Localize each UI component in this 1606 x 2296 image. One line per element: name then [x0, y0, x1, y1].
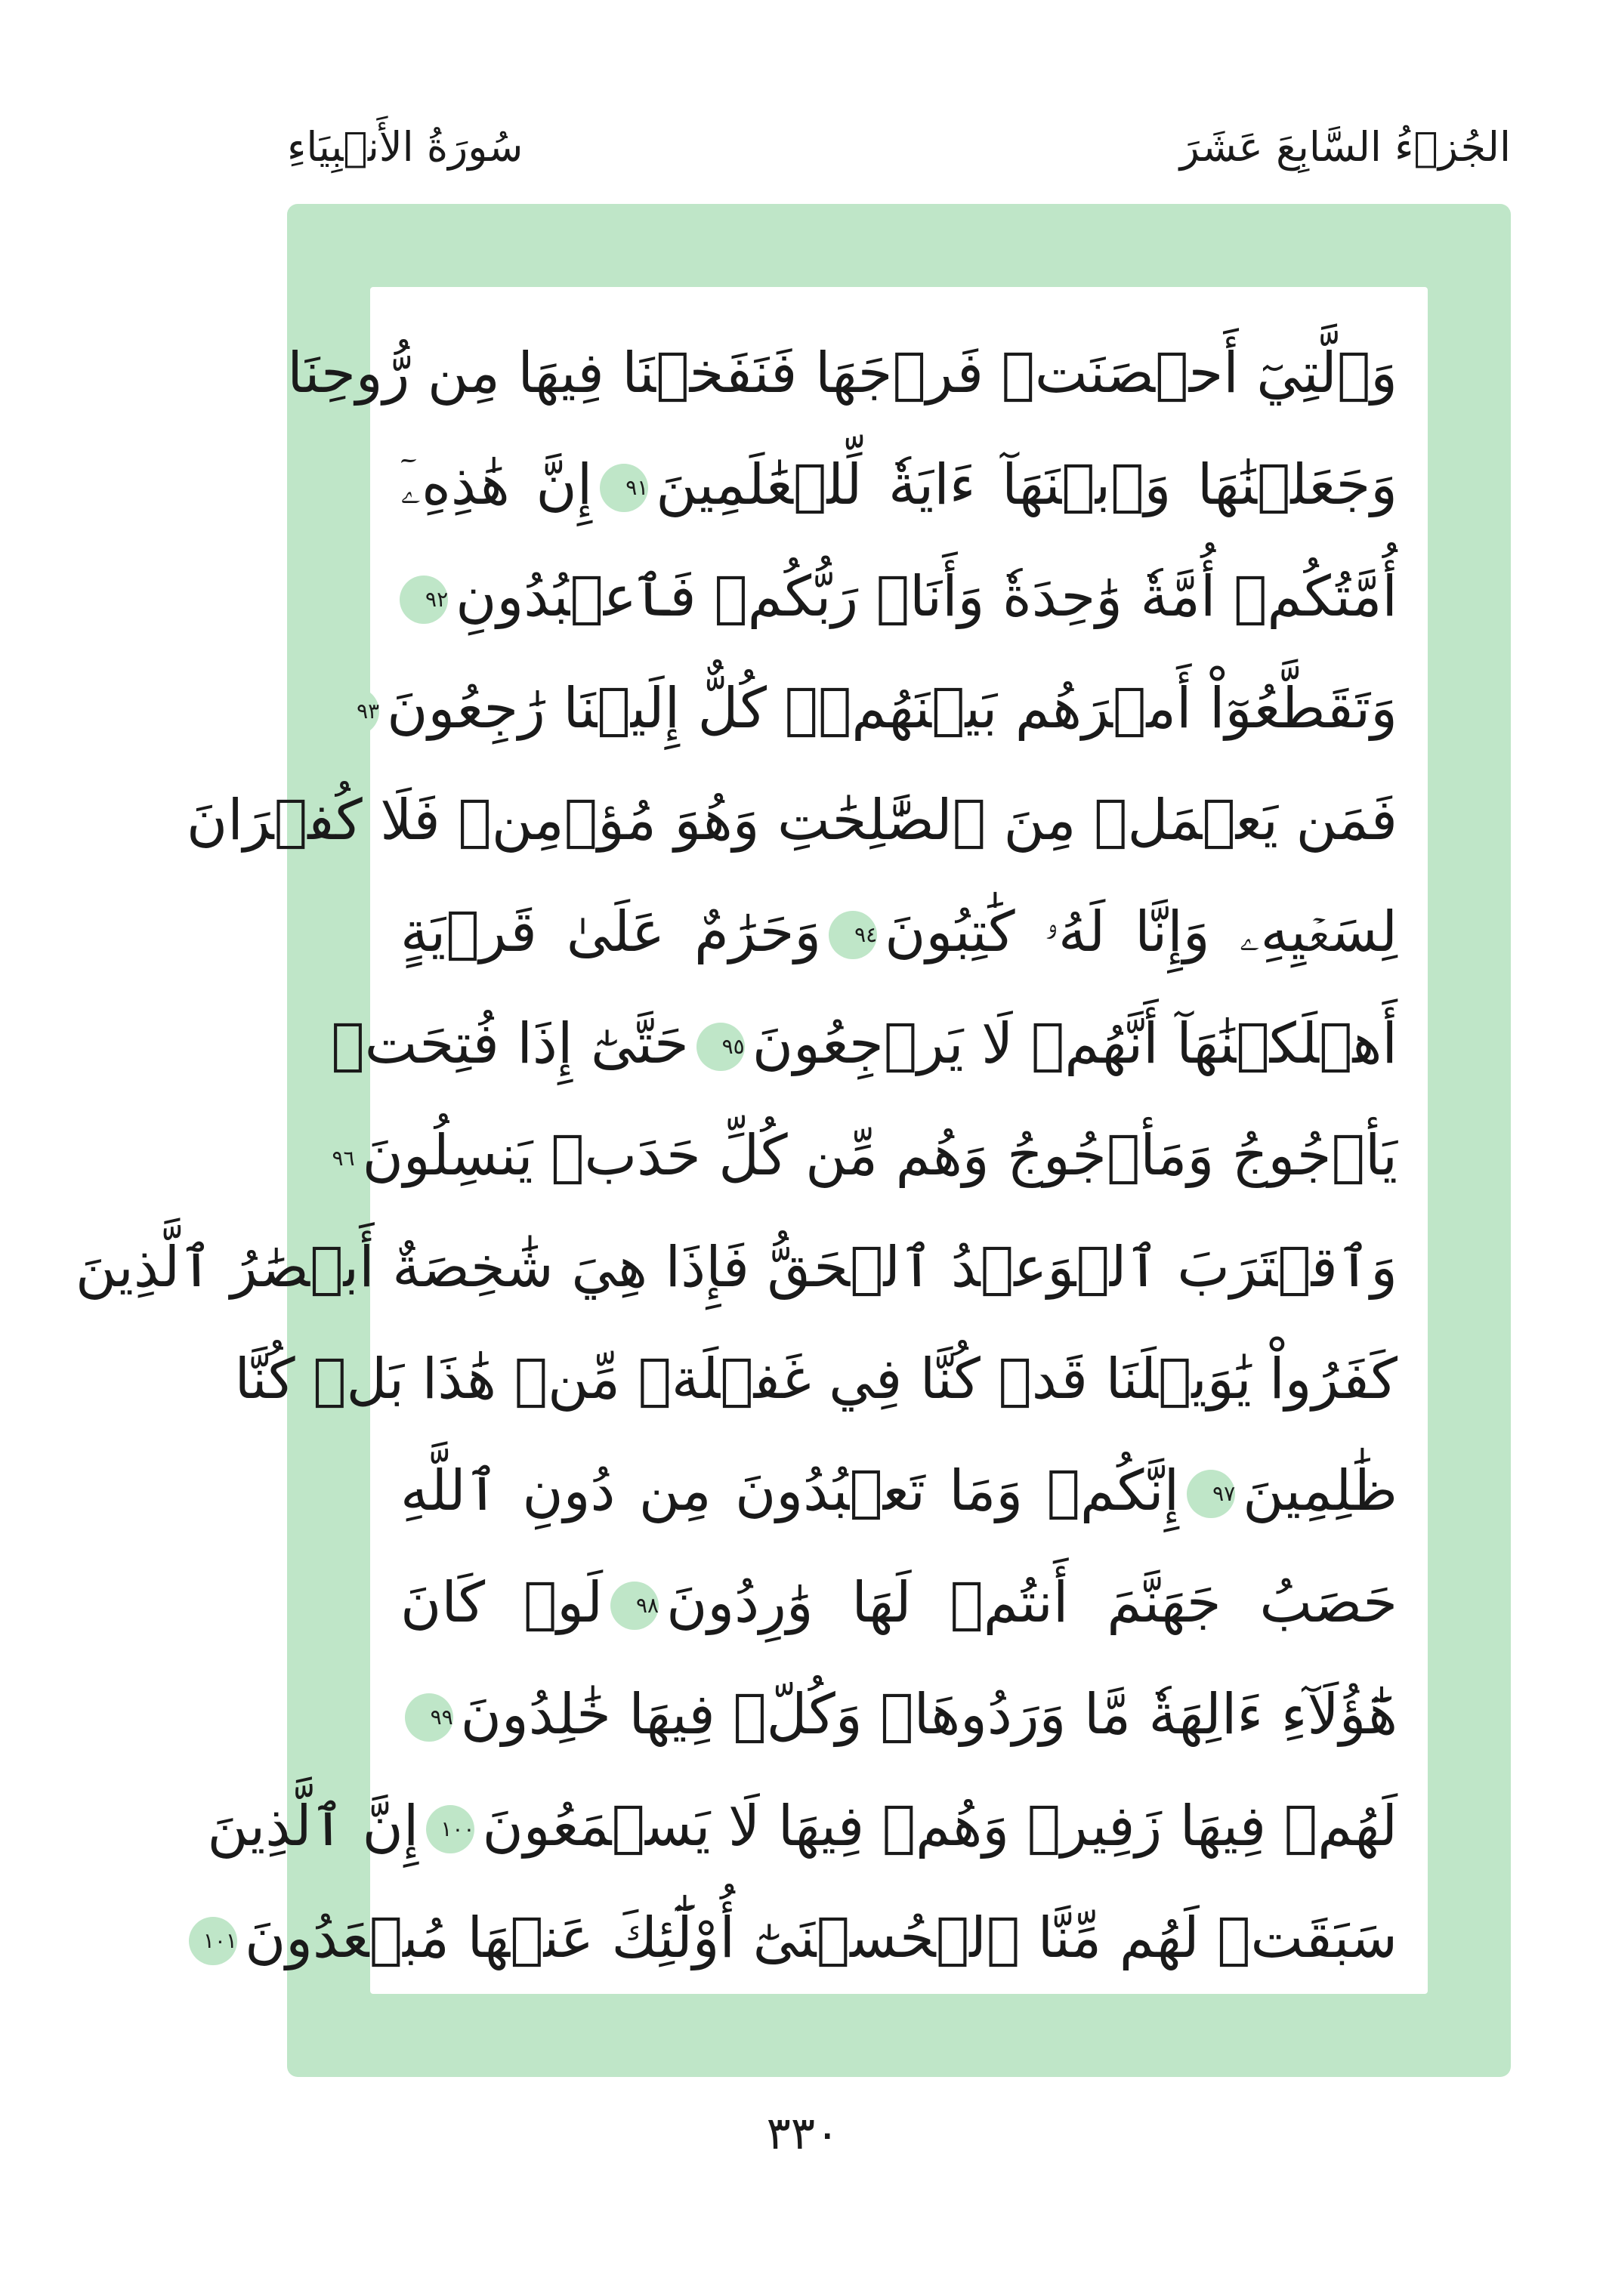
verse-line [207, 1770, 1398, 1882]
ayah-number-marker: ٩٩ [405, 1693, 453, 1742]
ayah-number-marker: ٩٣ [331, 687, 379, 736]
juz-title: الجُزۡءُ السَّابِعَ عَشَرَ [1179, 123, 1511, 171]
ayah-number-marker: ٩١ [600, 464, 648, 512]
ayah-number-marker: ٩٤ [829, 911, 877, 959]
surah-title: سُورَةُ الأَنۡبِيَاءِ [287, 123, 523, 171]
verse-text: حَصَبُ جَهَنَّمَ أَنتُمۡ لَهَا وَٰرِدُونَ [666, 1570, 1398, 1635]
page-header [287, 113, 1511, 181]
ayah-number-marker: ٩٨ [610, 1582, 659, 1630]
ayah-number-marker: ٩٧ [1187, 1470, 1235, 1518]
verse-text: وَٱلَّتِيٓ أَحۡصَنَتۡ فَرۡجَهَا فَنَفَخۡنَا فِيهَا مِن رُّوحِنَا [287, 341, 1398, 406]
verse-text-continued: لَوۡ كَانَ [400, 1570, 604, 1635]
verse-text: لِسَعۡيِهِۦ وَإِنَّا لَهُۥ كَٰتِبُونَ [885, 900, 1398, 964]
verse-text: وَتَقَطَّعُوٓاْ أَمۡرَهُم بَيۡنَهُمۡۖ كُلٌّ إِلَيۡنَا رَٰجِعُونَ [387, 676, 1398, 741]
verse-text-continued: إِنَّ هَٰذِهِۦٓ [400, 452, 593, 517]
verse-text: ظَٰلِمِينَ [1243, 1458, 1398, 1523]
verse-text-continued: وَحَرَٰمٌ عَلَىٰ قَرۡيَةٍ [400, 900, 822, 964]
ayah-number-marker: ١٠٠ [426, 1805, 474, 1853]
ayah-number-marker: ١٠١ [189, 1917, 237, 1965]
verse-line [186, 764, 1398, 876]
verse-line [331, 988, 1398, 1100]
verse-text: يَأۡجُوجُ وَمَأۡجُوجُ وَهُم مِّن كُلِّ حَدَبٖ يَنسِلُونَ [362, 1123, 1398, 1188]
verse-line [287, 317, 1398, 429]
ayah-number-marker: ٩٦ [307, 1134, 355, 1183]
verse-text: وَٱقۡتَرَبَ ٱلۡوَعۡدُ ٱلۡحَقُّ فَإِذَا هِيَ شَٰخِصَةٌ أَبۡصَٰرُ ٱلَّذِينَ [75, 1235, 1398, 1300]
verse-text: فَمَن يَعۡمَلۡ مِنَ ٱلصَّٰلِحَٰتِ وَهُوَ مُؤۡمِنٞ فَلَا كُفۡرَانَ [186, 788, 1398, 853]
decorative-frame [75, 204, 1511, 2077]
verse-text: وَجَعَلۡنَٰهَا وَٱبۡنَهَآ ءَايَةٗ لِّلۡعَٰلَمِينَ [656, 452, 1398, 517]
verse-line [75, 1211, 1398, 1323]
verse-line [400, 541, 1398, 653]
verse-line [400, 1659, 1398, 1770]
verse-text: هَٰٓؤُلَآءِ ءَالِهَةٗ مَّا وَرَدُوهَاۖ وَكُلّٞ فِيهَا خَٰلِدُونَ [460, 1682, 1398, 1747]
verse-line [332, 1100, 1398, 1211]
ayah-number-marker: ٩٥ [696, 1023, 745, 1071]
verse-text: سَبَقَتۡ لَهُم مِّنَّا ٱلۡحُسۡنَىٰٓ أُوْلَٰٓئِكَ عَنۡهَا مُبۡعَدُونَ [244, 1906, 1398, 1970]
verse-text: أَهۡلَكۡنَٰهَآ أَنَّهُمۡ لَا يَرۡجِعُونَ [752, 1011, 1398, 1076]
verse-text-continued: حَتَّىٰٓ إِذَا فُتِحَتۡ [331, 1011, 689, 1076]
verse-line [400, 876, 1398, 988]
verse-text-continued: إِنَّ ٱلَّذِينَ [207, 1794, 419, 1859]
verse-text: كَفَرُواْ يَٰوَيۡلَنَا قَدۡ كُنَّا فِي غَفۡلَةٖ مِّنۡ هَٰذَا بَلۡ كُنَّا [234, 1347, 1398, 1412]
verse-line [202, 1882, 1398, 1994]
verse-text: لَهُمۡ فِيهَا زَفِيرٞ وَهُمۡ فِيهَا لَا يَسۡمَعُونَ [482, 1794, 1398, 1859]
verse-line [400, 1435, 1398, 1547]
verse-text-continued: إِنَّكُمۡ وَمَا تَعۡبُدُونَ مِن دُونِ ٱللَّهِ [400, 1458, 1180, 1523]
verse-lines [75, 317, 1398, 1970]
verse-line [357, 653, 1398, 764]
verse-line [400, 429, 1398, 541]
verse-line [234, 1323, 1398, 1435]
page-number: ٣٣٠ [766, 2107, 840, 2160]
ayah-number-marker: ٩٢ [400, 576, 448, 624]
verse-line [400, 1547, 1398, 1659]
text-panel [75, 287, 1428, 1994]
verse-text: أُمَّتُكُمۡ أُمَّةٗ وَٰحِدَةٗ وَأَنَا۠ رَبُّكُمۡ فَٱعۡبُدُونِ [456, 564, 1398, 629]
